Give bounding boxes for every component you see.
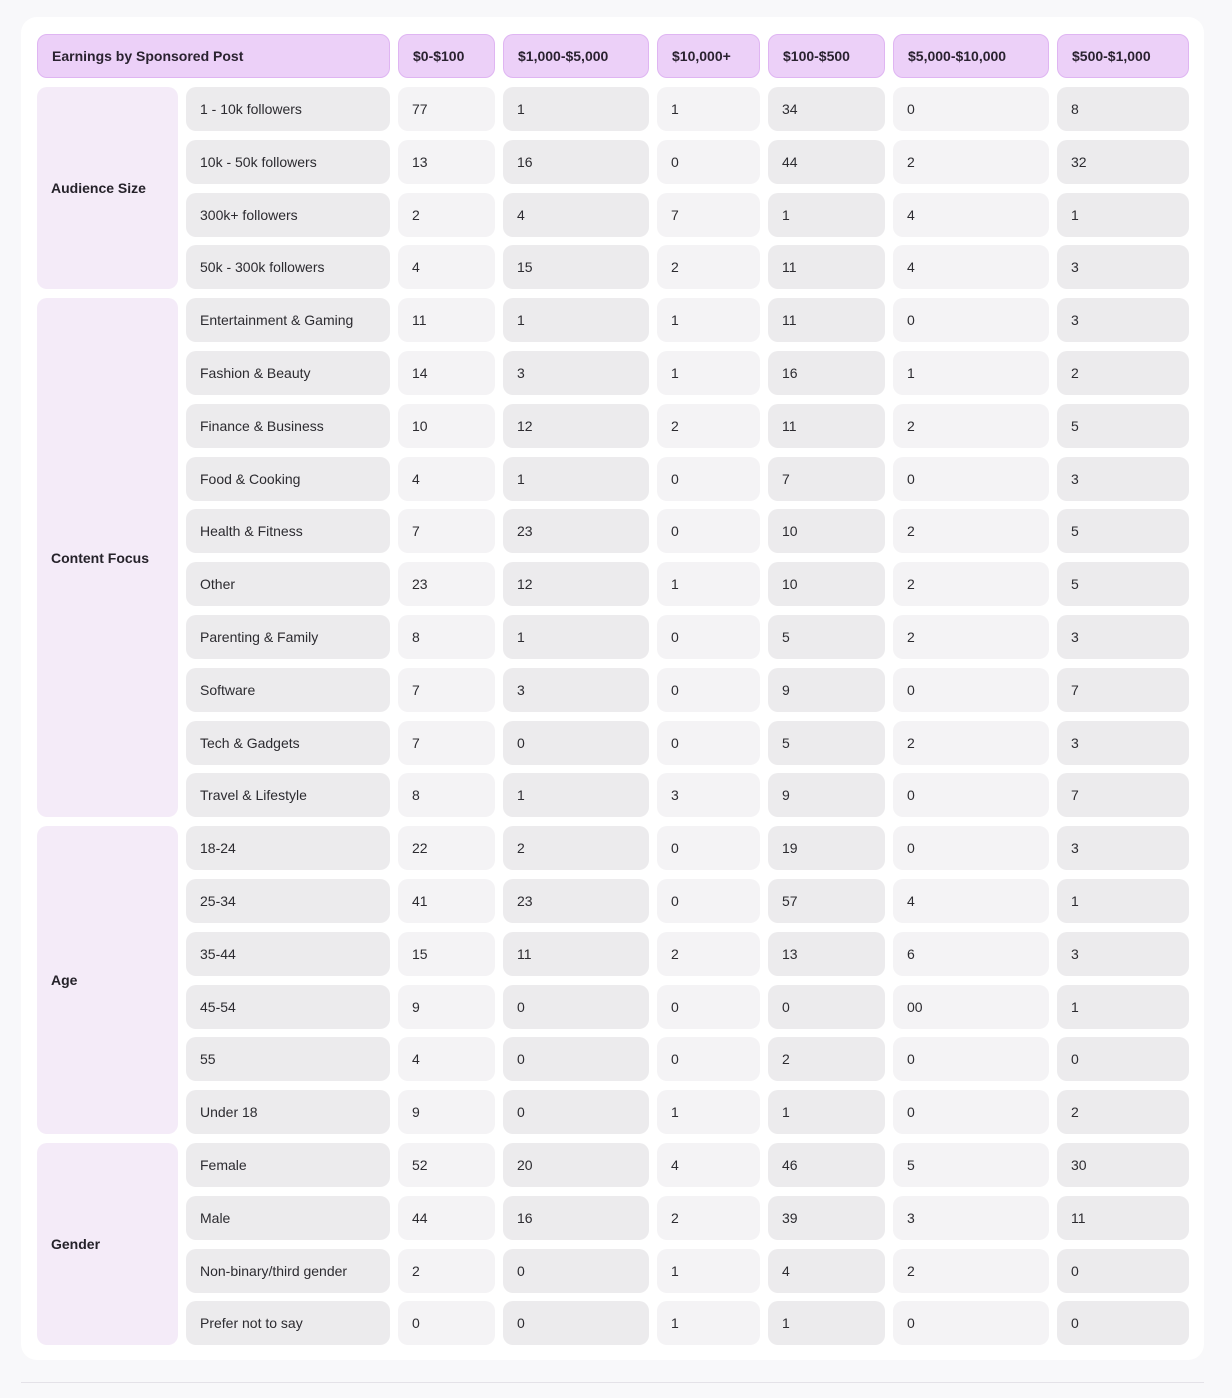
table-cell: 7 (398, 668, 495, 712)
table-cell: 0 (1057, 1301, 1189, 1345)
column-header: $0-$100 (398, 34, 495, 78)
table-cell: 39 (768, 1196, 885, 1240)
table-cell: 23 (503, 879, 649, 923)
table-cell: 1 (1057, 985, 1189, 1029)
row-label: 45-54 (186, 985, 390, 1029)
table-cell: 10 (398, 404, 495, 448)
table-cell: 11 (768, 404, 885, 448)
column-header: $10,000+ (657, 34, 760, 78)
table-cell: 2 (893, 404, 1049, 448)
row-label: 10k - 50k followers (186, 140, 390, 184)
table-cell: 0 (503, 1301, 649, 1345)
row-label: Female (186, 1143, 390, 1187)
group-label: Audience Size (37, 87, 178, 289)
table-cell: 2 (1057, 1090, 1189, 1134)
table-cell: 1 (503, 615, 649, 659)
table-cell: 1 (657, 1249, 760, 1293)
table-cell: 12 (503, 562, 649, 606)
row-label: 50k - 300k followers (186, 245, 390, 289)
corner-header: Earnings by Sponsored Post (37, 34, 390, 78)
table-cell: 3 (1057, 721, 1189, 765)
table-cell: 1 (503, 773, 649, 817)
table-cell: 1 (657, 562, 760, 606)
table-cell: 0 (657, 1037, 760, 1081)
table-cell: 4 (657, 1143, 760, 1187)
table-cell: 1 (657, 1301, 760, 1345)
table-cell: 8 (1057, 87, 1189, 131)
table-cell: 4 (893, 879, 1049, 923)
table-cell: 0 (657, 879, 760, 923)
table-cell: 0 (657, 668, 760, 712)
table-cell: 3 (1057, 615, 1189, 659)
table-cell: 4 (503, 193, 649, 237)
row-label: 1 - 10k followers (186, 87, 390, 131)
table-cell: 1 (503, 298, 649, 342)
table-cell: 0 (657, 985, 760, 1029)
table-cell: 3 (1057, 932, 1189, 976)
table-cell: 4 (893, 245, 1049, 289)
table-cell: 3 (1057, 298, 1189, 342)
group-label: Content Focus (37, 298, 178, 817)
table-cell: 10 (768, 562, 885, 606)
table-cell: 0 (503, 1037, 649, 1081)
row-label: Other (186, 562, 390, 606)
table-cell: 23 (503, 509, 649, 553)
table-cell: 13 (768, 932, 885, 976)
table-cell: 2 (893, 615, 1049, 659)
row-label: Software (186, 668, 390, 712)
table-cell: 5 (893, 1143, 1049, 1187)
table-cell: 0 (657, 509, 760, 553)
table-cell: 34 (768, 87, 885, 131)
column-header: $5,000-$10,000 (893, 34, 1049, 78)
table-cell: 52 (398, 1143, 495, 1187)
row-label: Non-binary/third gender (186, 1249, 390, 1293)
row-label: 55 (186, 1037, 390, 1081)
row-label: Under 18 (186, 1090, 390, 1134)
table-cell: 5 (1057, 509, 1189, 553)
table-cell: 2 (893, 721, 1049, 765)
table-cell: 0 (503, 1249, 649, 1293)
table-cell: 0 (893, 1090, 1049, 1134)
table-cell: 1 (657, 87, 760, 131)
row-label: Prefer not to say (186, 1301, 390, 1345)
table-cell: 3 (657, 773, 760, 817)
table-cell: 1 (503, 87, 649, 131)
table-cell: 0 (893, 457, 1049, 501)
table-cell: 1 (768, 1090, 885, 1134)
table-cell: 1 (1057, 879, 1189, 923)
table-cell: 15 (503, 245, 649, 289)
table-cell: 2 (768, 1037, 885, 1081)
table-cell: 46 (768, 1143, 885, 1187)
table-cell: 11 (768, 298, 885, 342)
table-cell: 11 (398, 298, 495, 342)
table-cell: 4 (398, 245, 495, 289)
table-cell: 3 (503, 351, 649, 395)
table-cell: 15 (398, 932, 495, 976)
group-label: Gender (37, 1143, 178, 1345)
table-cell: 30 (1057, 1143, 1189, 1187)
row-label: 25-34 (186, 879, 390, 923)
table-cell: 13 (398, 140, 495, 184)
table-cell: 22 (398, 826, 495, 870)
row-label: Entertainment & Gaming (186, 298, 390, 342)
table-cell: 3 (1057, 245, 1189, 289)
table-cell: 2 (398, 193, 495, 237)
table-cell: 20 (503, 1143, 649, 1187)
table-cell: 3 (893, 1196, 1049, 1240)
row-label: 300k+ followers (186, 193, 390, 237)
table-cell: 1 (768, 1301, 885, 1345)
row-label: Health & Fitness (186, 509, 390, 553)
table-cell: 2 (893, 562, 1049, 606)
table-cell: 3 (503, 668, 649, 712)
row-label: Male (186, 1196, 390, 1240)
table-cell: 41 (398, 879, 495, 923)
table-cell: 1 (657, 1090, 760, 1134)
table-cell: 0 (893, 87, 1049, 131)
table-cell: 0 (893, 1037, 1049, 1081)
table-cell: 0 (893, 1301, 1049, 1345)
table-cell: 2 (1057, 351, 1189, 395)
table-cell: 3 (1057, 457, 1189, 501)
table-cell: 44 (398, 1196, 495, 1240)
table-cell: 1 (893, 351, 1049, 395)
table-cell: 1 (657, 298, 760, 342)
table-cell: 4 (398, 1037, 495, 1081)
table-cell: 8 (398, 615, 495, 659)
row-label: Travel & Lifestyle (186, 773, 390, 817)
table-cell: 9 (768, 668, 885, 712)
table-cell: 7 (657, 193, 760, 237)
table-cell: 00 (893, 985, 1049, 1029)
table-cell: 2 (657, 245, 760, 289)
group-label: Age (37, 826, 178, 1134)
table-cell: 9 (398, 1090, 495, 1134)
row-label: Tech & Gadgets (186, 721, 390, 765)
table-cell: 0 (657, 721, 760, 765)
table-cell: 0 (657, 140, 760, 184)
row-label: 18-24 (186, 826, 390, 870)
column-header: $1,000-$5,000 (503, 34, 649, 78)
table-cell: 44 (768, 140, 885, 184)
table-cell: 0 (893, 826, 1049, 870)
table-cell: 9 (768, 773, 885, 817)
table-cell: 5 (1057, 404, 1189, 448)
table-cell: 4 (768, 1249, 885, 1293)
table-cell: 1 (768, 193, 885, 237)
table-cell: 0 (1057, 1249, 1189, 1293)
table-cell: 32 (1057, 140, 1189, 184)
table-cell: 0 (657, 457, 760, 501)
table-cell: 19 (768, 826, 885, 870)
table-cell: 2 (657, 932, 760, 976)
table-cell: 0 (893, 773, 1049, 817)
table-cell: 7 (1057, 773, 1189, 817)
table-cell: 0 (503, 985, 649, 1029)
table-cell: 0 (893, 298, 1049, 342)
table-cell: 2 (893, 1249, 1049, 1293)
table-cell: 4 (398, 457, 495, 501)
table-cell: 6 (893, 932, 1049, 976)
table-cell: 2 (657, 404, 760, 448)
table-cell: 7 (398, 721, 495, 765)
table-cell: 4 (893, 193, 1049, 237)
table-cell: 2 (893, 509, 1049, 553)
column-header: $500-$1,000 (1057, 34, 1189, 78)
row-label: 35-44 (186, 932, 390, 976)
table-cell: 0 (768, 985, 885, 1029)
table-cell: 23 (398, 562, 495, 606)
table-cell: 5 (768, 615, 885, 659)
table-cell: 0 (1057, 1037, 1189, 1081)
table-cell: 0 (657, 615, 760, 659)
table-cell: 16 (503, 140, 649, 184)
table-cell: 11 (768, 245, 885, 289)
table-cell: 7 (398, 509, 495, 553)
table-cell: 5 (768, 721, 885, 765)
table-cell: 2 (893, 140, 1049, 184)
row-label: Parenting & Family (186, 615, 390, 659)
table-cell: 11 (1057, 1196, 1189, 1240)
table-cell: 10 (768, 509, 885, 553)
table-cell: 1 (657, 351, 760, 395)
table-cell: 7 (1057, 668, 1189, 712)
table-cell: 2 (503, 826, 649, 870)
table-cell: 57 (768, 879, 885, 923)
table-cell: 0 (657, 826, 760, 870)
table-cell: 5 (1057, 562, 1189, 606)
table-cell: 8 (398, 773, 495, 817)
row-label: Fashion & Beauty (186, 351, 390, 395)
table-cell: 0 (503, 721, 649, 765)
table-cell: 1 (503, 457, 649, 501)
table-cell: 0 (398, 1301, 495, 1345)
table-cell: 16 (768, 351, 885, 395)
table-cell: 0 (503, 1090, 649, 1134)
table-cell: 1 (1057, 193, 1189, 237)
table-cell: 2 (398, 1249, 495, 1293)
table-cell: 0 (893, 668, 1049, 712)
table-cell: 14 (398, 351, 495, 395)
table-cell: 11 (503, 932, 649, 976)
row-label: Food & Cooking (186, 457, 390, 501)
table-cell: 77 (398, 87, 495, 131)
column-header: $100-$500 (768, 34, 885, 78)
table-cell: 9 (398, 985, 495, 1029)
table-cell: 2 (657, 1196, 760, 1240)
table-cell: 7 (768, 457, 885, 501)
row-label: Finance & Business (186, 404, 390, 448)
table-cell: 12 (503, 404, 649, 448)
table-cell: 16 (503, 1196, 649, 1240)
table-cell: 3 (1057, 826, 1189, 870)
